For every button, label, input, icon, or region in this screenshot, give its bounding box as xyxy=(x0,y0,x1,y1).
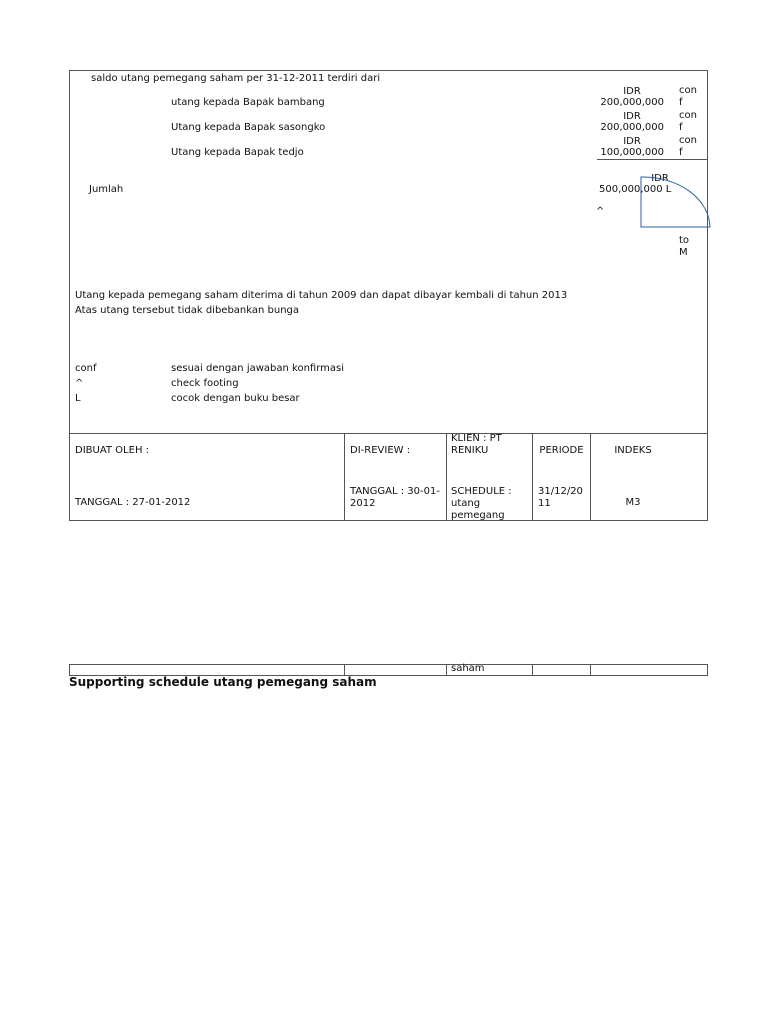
confirmation-mark: con xyxy=(679,85,697,96)
item-label: Utang kepada Bapak sasongko xyxy=(171,122,326,133)
confirmation-mark: f xyxy=(679,122,683,133)
legend-meaning: sesuai dengan jawaban konfirmasi xyxy=(171,363,345,374)
item-label: Utang kepada Bapak tedjo xyxy=(171,147,304,158)
legend-symbol: conf xyxy=(75,363,97,374)
sum-underline xyxy=(597,159,708,160)
reviewed-date: TANGGAL : 30-01- xyxy=(350,486,440,497)
item-currency: IDR xyxy=(623,86,641,97)
confirmation-mark: f xyxy=(679,97,683,108)
client-label: KLIEN : PT xyxy=(451,433,502,444)
confirmation-mark: f xyxy=(679,147,683,158)
period-value: 11 xyxy=(538,498,551,509)
schedule-name: saham xyxy=(451,663,485,674)
period-label: PERIODE xyxy=(539,445,584,456)
document-caption: Supporting schedule utang pemegang saham xyxy=(69,675,377,689)
legend-symbol: ^ xyxy=(75,378,84,389)
total-currency: IDR xyxy=(651,173,669,184)
tick-mark-arc-icon xyxy=(640,176,712,230)
item-amount: 100,000,000 xyxy=(600,147,664,158)
confirmation-mark: con xyxy=(679,110,697,121)
footer-column-divider xyxy=(532,664,533,676)
total-label: Jumlah xyxy=(89,184,124,195)
reviewed-date: 2012 xyxy=(350,498,376,509)
prepared-date: TANGGAL : 27-01-2012 xyxy=(75,497,191,508)
total-note: M xyxy=(679,247,688,258)
total-amount: 500,000,000 L xyxy=(599,184,672,195)
note-line: Utang kepada pemegang saham diterima di tahun 2009 dan dapat dibayar kembali di tahun 2013 xyxy=(75,290,568,301)
total-note: to xyxy=(679,235,690,246)
prepared-by-label: DIBUAT OLEH : xyxy=(75,445,150,456)
confirmation-mark: con xyxy=(679,135,697,146)
footer-divider xyxy=(69,433,708,434)
footer-column-divider xyxy=(590,664,591,676)
footer-column-divider xyxy=(446,664,447,676)
period-value: 31/12/20 xyxy=(538,486,583,497)
footing-mark: ^ xyxy=(596,206,605,217)
legend-meaning: cocok dengan buku besar xyxy=(171,393,300,404)
index-value: M3 xyxy=(625,497,641,508)
item-label: utang kepada Bapak bambang xyxy=(171,97,325,108)
note-line: Atas utang tersebut tidak dibebankan bunga xyxy=(75,305,300,316)
item-amount: 200,000,000 xyxy=(600,122,664,133)
schedule-name: pemegang xyxy=(451,510,505,521)
index-label: INDEKS xyxy=(614,445,652,456)
schedule-name: utang xyxy=(451,498,481,509)
reviewed-by-label: DI-REVIEW : xyxy=(350,445,411,456)
schedule-label: SCHEDULE : xyxy=(451,486,512,497)
footer-column-divider xyxy=(446,433,447,521)
footer-column-divider xyxy=(344,433,345,521)
client-name: RENIKU xyxy=(451,445,489,456)
legend-symbol: L xyxy=(75,393,81,404)
legend-meaning: check footing xyxy=(171,378,239,389)
item-currency: IDR xyxy=(623,111,641,122)
item-currency: IDR xyxy=(623,136,641,147)
intro-text: saldo utang pemegang saham per 31-12-2011 terdiri dari xyxy=(91,73,381,84)
item-amount: 200,000,000 xyxy=(600,97,664,108)
